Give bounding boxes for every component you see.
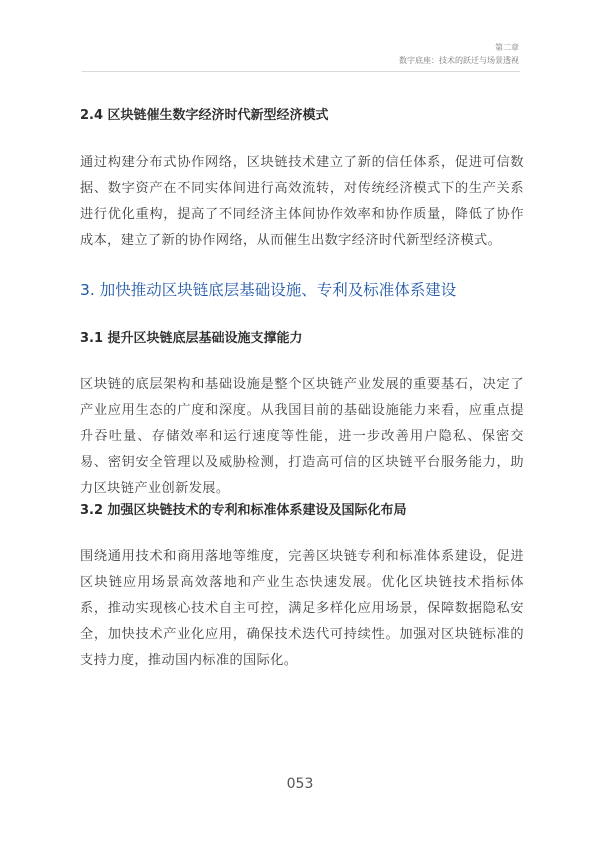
section-body-3-1: 区块链的底层架构和基础设施是整个区块链产业发展的重要基石，决定了产业应用生态的广度和深度。从我国目前的基础设施能力来看，应重点提升吞吐量、存储效率和运行速度等性能，进一步改善用户隐私、保密交易、密钥安全管理以及威胁检测，打造高可信的区块链平台服务能力，助力区块链产业创新发展。 (80, 377, 524, 496)
section-body-3-2: 围绕通用技术和商用落地等维度，完善区块链专利和标准体系建设，促进区块链应用场景高效落地和产业生态快速发展。优化区块链技术指标体系，推动实现核心技术自主可控，满足多样化应用场景，保障数据隐私安全，加快技术产业化应用，确保技术迭代可持续性。加强对区块链标准的支持力度，推动国内标准的国际化。 (80, 549, 524, 668)
section-heading-2-4: 2.4 区块链催生数字经济时代新型经济模式 (80, 108, 329, 123)
section-body-2-4: 通过构建分布式协作网络，区块链技术建立了新的信任体系，促进可信数据、数字资产在不同实体间进行高效流转，对传统经济模式下的生产关系进行优化重构，提高了不同经济主体间协作效率和协作质量，降低了协作成本，建立了新的协作网络，从而催生出数字经济时代新型经济模式。 (80, 155, 524, 248)
section-heading-3-1: 3.1 提升区块链底层基础设施支撑能力 (80, 331, 303, 346)
chapter-subtitle: 数字底座：技术的跃迁与场景透视 (399, 56, 519, 65)
page-number: 053 (286, 776, 314, 792)
chapter-label: 第二章 (495, 43, 519, 52)
running-header (399, 41, 519, 67)
header-divider (82, 71, 520, 72)
section-heading-3-2: 3.2 加强区块链技术的专利和标准体系建设及国际化布局 (80, 503, 407, 518)
chapter-heading-3: 3. 加快推动区块链底层基础设施、专利及标准体系建设 (80, 281, 457, 299)
